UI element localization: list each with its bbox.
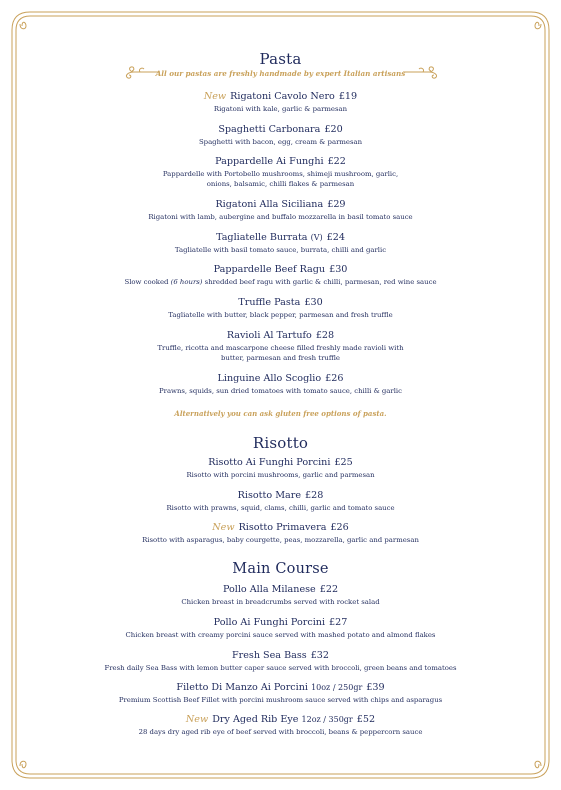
menu-item [0,124,561,147]
desc-part: shredded beef ragu with garlic & chilli, parmesan, red wine sauce [202,278,437,286]
item-price: £25 [334,457,353,468]
menu-item [0,714,561,737]
item-description: Fresh daily Sea Bass with lemon butter caper sauce served with broccoli, green beans and tomatoes [104,664,457,672]
item-name: Rigatoni Cavolo Nero [230,91,335,102]
item-name: Linguine Allo Scoglio [217,373,322,384]
item-price: £27 [329,617,348,628]
desc-part: Slow cooked [124,278,171,286]
menu-item [0,373,561,396]
item-description [0,277,561,287]
item-price: £30 [304,297,323,308]
item-description: Rigatoni with lamb, aubergine and buffalo mozzarella in basil tomato sauce [148,213,413,221]
menu-item [0,617,561,640]
menu-item [0,91,561,114]
menu-item [0,264,561,287]
item-price: £52 [356,714,376,725]
main-course-section-title: Main Course [232,561,329,577]
item-name: Pollo Ai Funghi Porcini [213,617,326,628]
item-description: 28 days dry aged rib eye of beef served with broccoli, beans & peppercorn sauce [138,728,423,736]
item-suffix: 10oz / 250gr [311,683,363,692]
menu-item [0,522,561,545]
item-name: Filetto Di Manzo Ai Porcini [176,682,308,693]
item-price: £30 [329,264,348,275]
item-price: £19 [338,91,358,102]
menu-item [0,490,561,513]
item-name: Tagliatelle Burrata [216,232,308,243]
item-price: £22 [319,584,339,595]
item-name: Truffle Pasta [238,297,301,308]
item-name: Risotto Primavera [238,522,327,533]
item-name: Ravioli Al Tartufo [226,330,312,341]
item-name: Rigatoni Alla Siciliana [215,199,324,210]
item-name: Risotto Mare [237,490,302,501]
menu-item [0,232,561,255]
item-price: £29 [327,199,346,210]
item-price: £26 [330,522,349,533]
item-suffix: (V) [310,233,323,242]
gluten-free-note: Alternatively you can ask gluten free options of pasta. [174,409,387,418]
item-name: Risotto Ai Funghi Porcini [208,457,331,468]
menu-item [0,457,561,480]
item-description: Tagliatelle with basil tomato sauce, burrata, chilli and garlic [174,246,387,254]
item-name: Fresh Sea Bass [231,650,307,661]
item-description: Prawns, squids, sun dried tomatoes with tomato sauce, chilli & garlic [159,387,402,395]
item-suffix: 12oz / 350gr [301,715,353,724]
item-name: Pappardelle Beef Ragu [213,264,326,275]
item-description: Risotto with asparagus, baby courgette, peas, mozzarella, garlic and parmesan [142,536,419,544]
new-badge: New [203,91,227,102]
item-price: £22 [327,156,346,167]
menu-item [0,199,561,222]
item-description: Chicken breast with creamy porcini sauce served with mashed potato and almond flakes [125,631,436,639]
risotto-section-title: Risotto [252,434,309,452]
item-name: Pollo Alla Milanese [222,584,316,595]
new-badge: New [185,714,209,725]
item-price: £20 [324,124,343,135]
item-price: £24 [326,232,345,243]
item-description: Chicken breast in breadcrumbs served with rocket salad [181,598,380,606]
item-description: Truffle, ricotta and mascarpone cheese filled freshly made ravioli with butter, parmesan and fresh truffle [157,344,404,362]
item-description: Premium Scottish Beef Fillet with porcini mushroom sauce served with chips and asparagus [118,696,443,704]
new-badge: New [212,522,235,533]
item-description: Pappardelle with Portobello mushrooms, shimeji mushroom, garlic, onions, balsamic, chilli flakes & parmesan [162,170,399,188]
menu-item [0,650,561,673]
item-name: Pappardelle Ai Funghi [215,156,324,167]
item-price: £28 [315,330,335,341]
item-price: £26 [325,373,344,384]
menu-item [0,297,561,320]
item-name: Spaghetti Carbonara [218,124,321,135]
menu-item [0,682,561,705]
right-flourish-icon [401,64,443,80]
item-name: Dry Aged Rib Eye [212,714,299,725]
item-description: Tagliatelle with butter, black pepper, parmesan and fresh truffle [168,311,393,319]
item-description: Rigatoni with kale, garlic & parmesan [213,105,348,113]
item-price: £28 [305,490,324,501]
desc-italic: (6 hours) [170,278,203,286]
item-price: £32 [310,650,330,661]
item-description: Risotto with porcini mushrooms, garlic and parmesan [186,471,375,479]
item-description: Risotto with prawns, squid, clams, chilli, garlic and tomato sauce [166,504,395,512]
item-description: Spaghetti with bacon, egg, cream & parmesan [198,138,363,146]
menu-item [0,330,561,363]
menu-item [0,156,561,189]
item-price: £39 [366,682,385,693]
pasta-section-title: Pasta [259,50,302,68]
menu-item [0,584,561,607]
pasta-subtitle: All our pastas are freshly handmade by expert Italian artisans [155,69,406,78]
